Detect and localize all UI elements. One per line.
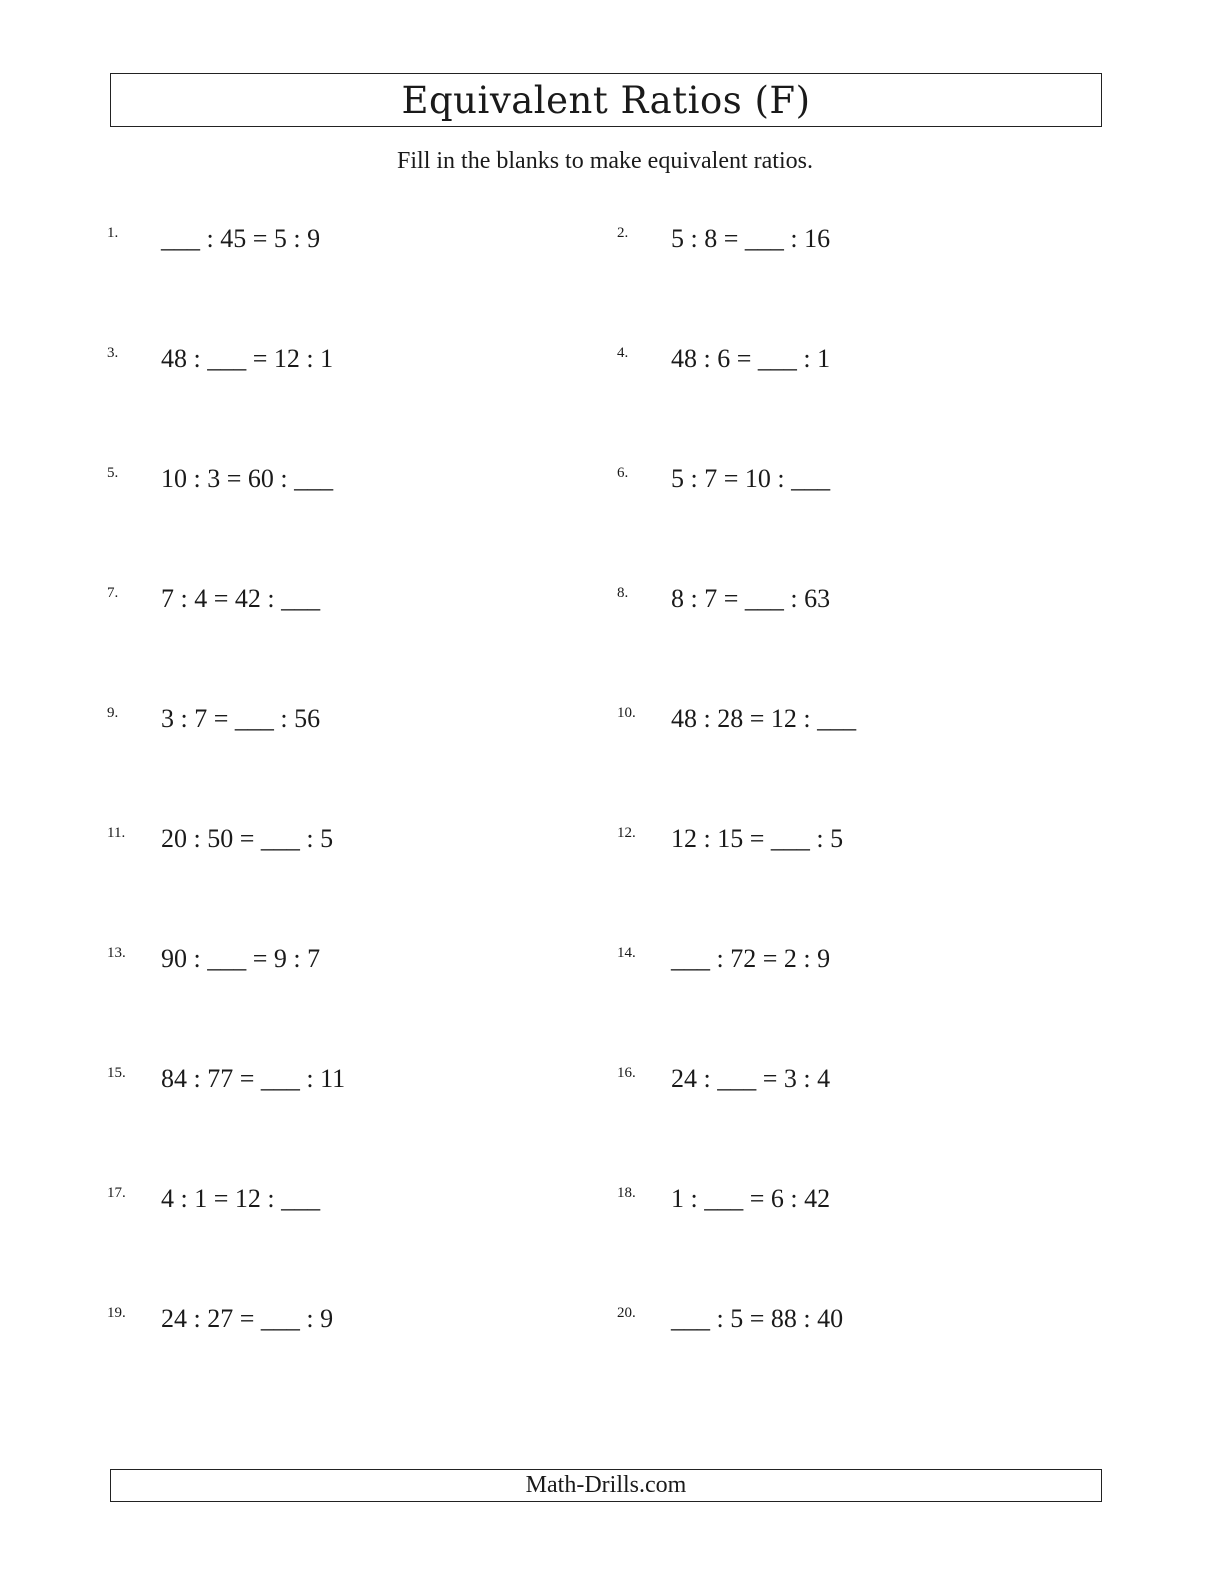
problem-item (617, 704, 1097, 738)
problem-item (617, 344, 1097, 378)
problem-expression: 20 : 50 = ___ : 5 (161, 824, 334, 853)
problem-item (617, 1064, 1097, 1098)
problem-number: 7. (107, 585, 119, 601)
problem-number: 10. (617, 705, 636, 721)
problem-item (617, 584, 1097, 618)
problem-item (617, 1304, 1097, 1338)
footer (110, 1469, 1102, 1502)
problem-number: 8. (617, 585, 629, 601)
problem-expression: 8 : 7 = ___ : 63 (671, 584, 831, 613)
problem-number: 4. (617, 345, 629, 361)
problem-number: 1. (107, 225, 119, 241)
page-title: Equivalent Ratios (F) (401, 78, 811, 122)
problem-number: 17. (107, 1185, 126, 1201)
problem-number: 13. (107, 945, 126, 961)
problem-item (107, 464, 587, 498)
problem-expression: 90 : ___ = 9 : 7 (161, 944, 321, 973)
problem-item (107, 704, 587, 738)
problem-number: 18. (617, 1185, 636, 1201)
problem-expression: 48 : ___ = 12 : 1 (161, 344, 334, 373)
problem-expression: 24 : 27 = ___ : 9 (161, 1304, 334, 1333)
problem-number: 16. (617, 1065, 636, 1081)
problem-expression: 5 : 8 = ___ : 16 (671, 224, 831, 253)
problem-item (617, 824, 1097, 858)
problem-item (107, 344, 587, 378)
problem-item (107, 584, 587, 618)
problem-number: 6. (617, 465, 629, 481)
problem-number: 12. (617, 825, 636, 841)
problem-item (617, 1184, 1097, 1218)
problem-number: 15. (107, 1065, 126, 1081)
problem-item (107, 1304, 587, 1338)
problem-expression: 48 : 6 = ___ : 1 (671, 344, 831, 373)
problem-item (107, 944, 587, 978)
problem-expression: 10 : 3 = 60 : ___ (161, 464, 334, 493)
problem-expression: 1 : ___ = 6 : 42 (671, 1184, 831, 1213)
title-box (110, 73, 1102, 127)
problem-expression: 84 : 77 = ___ : 11 (161, 1064, 346, 1093)
problem-expression: 4 : 1 = 12 : ___ (161, 1184, 321, 1213)
problem-number: 3. (107, 345, 119, 361)
problem-number: 19. (107, 1305, 126, 1321)
problem-number: 20. (617, 1305, 636, 1321)
problem-expression: 7 : 4 = 42 : ___ (161, 584, 321, 613)
problem-number: 2. (617, 225, 629, 241)
problem-item (617, 224, 1097, 258)
problem-number: 9. (107, 705, 119, 721)
problem-item (107, 824, 587, 858)
problem-item (617, 944, 1097, 978)
instructions: Fill in the blanks to make equivalent ratios. (397, 148, 813, 174)
problem-expression: ___ : 5 = 88 : 40 (671, 1304, 844, 1333)
footer-text: Math-Drills.com (525, 1472, 687, 1498)
problem-expression: 12 : 15 = ___ : 5 (671, 824, 844, 853)
problem-number: 14. (617, 945, 636, 961)
problem-item (107, 1064, 587, 1098)
problem-item (107, 224, 587, 258)
problem-expression: 24 : ___ = 3 : 4 (671, 1064, 831, 1093)
problem-expression: 48 : 28 = 12 : ___ (671, 704, 857, 733)
problem-expression: ___ : 72 = 2 : 9 (671, 944, 831, 973)
problem-item (107, 1184, 587, 1218)
problem-expression: 5 : 7 = 10 : ___ (671, 464, 831, 493)
problem-number: 11. (107, 825, 126, 841)
problem-item (617, 464, 1097, 498)
problem-expression: 3 : 7 = ___ : 56 (161, 704, 321, 733)
problem-expression: ___ : 45 = 5 : 9 (161, 224, 321, 253)
problem-number: 5. (107, 465, 119, 481)
